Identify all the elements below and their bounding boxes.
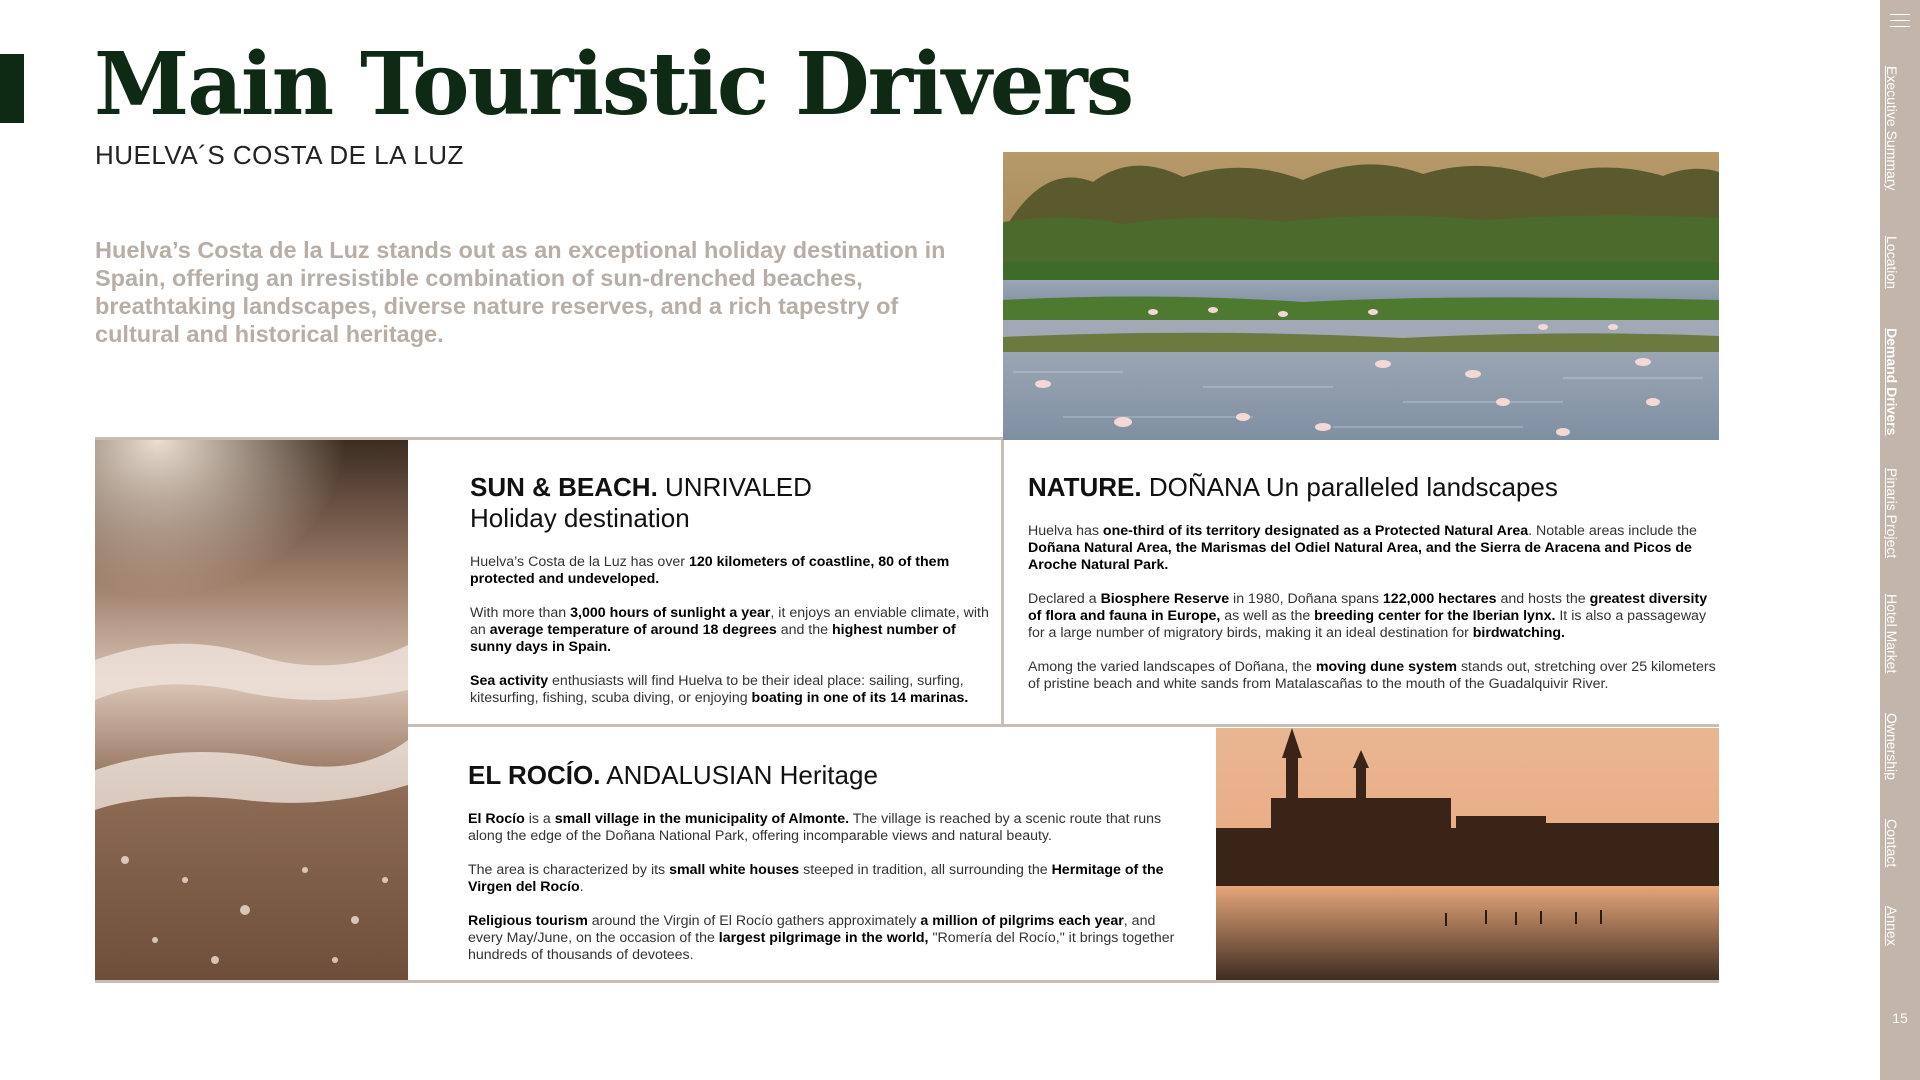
- beach-waves-photo: [95, 440, 408, 982]
- sun-beach-activities-text: Sea activity enthusiasts will find Huelva to be their ideal place: sailing, surfing, kitesurfing, fishing, scuba diving, or enjoying boating in one of its 14 marinas.: [470, 673, 969, 706]
- divider-middle: [408, 724, 1719, 727]
- nav-item-annex[interactable]: Annex: [1884, 906, 1900, 946]
- section-nav-sidebar: [1880, 0, 1920, 1080]
- nav-item-hotel-market[interactable]: Hotel Market: [1884, 594, 1900, 674]
- nature-protected-areas-text: Huelva has one-third of its territory designated as a Protected Natural Area. Notable areas include the Doñana Natural Area, the Marismas del Odiel Natural Area, and the Sierra de Aracena and Picos de Aroche Natural Park.: [1028, 523, 1697, 573]
- nav-item-pinaris-project[interactable]: Pinaris Project: [1884, 468, 1900, 559]
- nature-section: [1028, 472, 1718, 710]
- nav-item-location[interactable]: Location: [1884, 236, 1900, 289]
- sun-beach-coastline-text: Huelva’s Costa de la Luz has over 120 kilometers of coastline, 80 of them protected and undeveloped.: [470, 554, 950, 587]
- page-title: Main Touristic Drivers: [94, 34, 1133, 135]
- nature-biosphere-text: Declared a Biosphere Reserve in 1980, Doñana spans 122,000 hectares and hosts the greatest diversity of flora and fauna in Europe, as well as the breeding center for the Iberian lynx. It is also a passageway for a large number of migratory birds, making it an ideal destination for birdwatching.: [1028, 591, 1708, 641]
- nav-item-contact[interactable]: Contact: [1884, 819, 1900, 868]
- sun-beach-section: [470, 472, 990, 724]
- flamingos-lagoon-photo: [1003, 152, 1719, 440]
- nav-item-demand-drivers[interactable]: Demand Drivers: [1884, 328, 1900, 436]
- el-rocio-houses-text: The area is characterized by its small white houses steeped in tradition, all surrounding the Hermitage of the Virgen del Rocío.: [468, 862, 1164, 895]
- el-rocio-hermitage-photo: [1216, 728, 1719, 982]
- menu-icon[interactable]: [1890, 14, 1910, 28]
- sun-beach-climate-text: With more than 3,000 hours of sunlight a year, it enjoys an enviable climate, with an average temperature of around 18 degrees and the highest number of sunny days in Spain.: [470, 605, 989, 655]
- intro-paragraph: Huelva’s Costa de la Luz stands out as an exceptional holiday destination in Spain, offering an irresistible combination of sun-drenched beaches, breathtaking landscapes, diverse nature reserves, and a rich tapestry of cultural and historical heritage.: [95, 237, 946, 347]
- nature-heading: NATURE. DOÑANA Un paralleled landscapes: [1028, 472, 1558, 502]
- nav-item-ownership[interactable]: Ownership: [1884, 713, 1900, 780]
- page-number: 15: [1892, 1010, 1908, 1026]
- el-rocio-pilgrimage-text: Religious tourism around the Virgin of El Rocío gathers approximately a million of pilgrims each year, and every May/June, on the occasion of the largest pilgrimage in the world, "Romería del Rocío," it brings together hundreds of thousands of devotees.: [468, 913, 1175, 963]
- sun-beach-heading: SUN & BEACH. UNRIVALED Holiday destination: [470, 472, 812, 533]
- nav-item-executive-summary[interactable]: Executive Summary: [1884, 66, 1900, 191]
- nature-dunes-text: Among the varied landscapes of Doñana, the moving dune system stands out, stretching over 25 kilometers of pristine beach and white sands from Matalascañas to the mouth of the Guadalquivir River.: [1028, 659, 1716, 692]
- title-accent-bar: [0, 54, 24, 123]
- page-subtitle: HUELVA´S COSTA DE LA LUZ: [95, 140, 464, 170]
- divider-vertical: [1001, 440, 1004, 724]
- el-rocio-section: [468, 760, 1178, 981]
- divider-top: [95, 437, 1003, 440]
- el-rocio-heading: EL ROCÍO. ANDALUSIAN Heritage: [468, 760, 878, 790]
- el-rocio-village-text: El Rocío is a small village in the municipality of Almonte. The village is reached by a scenic route that runs along the edge of the Doñana National Park, offering incomparable views and natural beauty.: [468, 811, 1162, 844]
